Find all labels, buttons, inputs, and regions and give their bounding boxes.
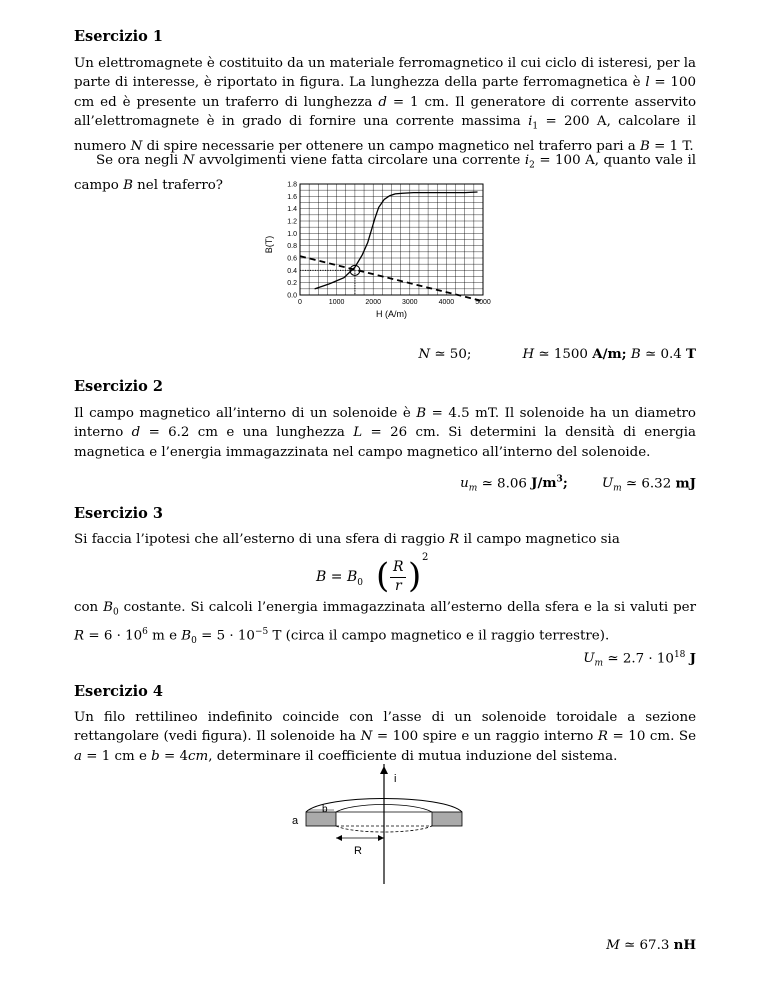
label-i: i <box>394 773 397 785</box>
x-axis-label: H (A/m) <box>376 309 407 319</box>
y-tick-label: 1.0 <box>287 230 297 238</box>
ex3-text-1: Si faccia l’ipotesi che all’esterno di una sfera di raggio R il campo magnetico sia <box>74 532 620 547</box>
y-tick-label: 1.2 <box>287 218 297 226</box>
wire-arrow <box>380 766 388 774</box>
bh-curve <box>315 192 478 289</box>
y-tick-label: 1.8 <box>287 181 297 189</box>
toroid-section-right <box>432 812 462 826</box>
y-tick-label: 0.2 <box>287 280 297 288</box>
x-tick-label: 1000 <box>328 299 345 306</box>
ex1-text-2: Se ora negli N avvolgimenti viene fatta circolare una corrente $i_2 = 100$ A, quanto vale il campo B nel traferro? <box>74 153 697 193</box>
label-b: b <box>322 804 328 815</box>
x-tick-label: 2000 <box>365 299 381 306</box>
toroid-section-left <box>306 812 336 826</box>
ex2-answer: $u_m$ ≃ 8.06 $J/m^3$; $U_m$ ≃ 6.32 mJ <box>460 475 696 495</box>
y-tick-label: 1.6 <box>287 193 297 201</box>
ex3-answer: $U_m$ ≃ $2.7 \cdot 10^{18}$ J <box>583 650 696 670</box>
ex4-answer: M ≃ 67.3 nH <box>606 937 696 953</box>
ex1-title: Esercizio 1 <box>74 28 163 45</box>
ex3-title: Esercizio 3 <box>74 505 163 522</box>
toroid-figure <box>284 764 504 884</box>
ex3-text-2: con $B_0$ costante. Si calcoli l’energia immagazzinata all’esterno della sfera e la si valuti per $R = 6 \cdot 10^6$ m e $B_0 = 5 \cdot 10^{-5}$ T (circa il campo magnetico e il raggio terrestre). <box>74 600 696 647</box>
ex4-title: Esercizio 4 <box>74 683 163 700</box>
y-tick-label: 0.0 <box>287 292 297 300</box>
ex1-answer: N ≃ 50; H ≃ 1500 A/m; B ≃ 0.4 T <box>418 346 696 362</box>
y-axis-label: B(T) <box>264 235 274 254</box>
x-tick-label: 0 <box>298 299 302 306</box>
label-R: R <box>354 845 362 857</box>
x-tick-label: 5000 <box>475 299 491 306</box>
x-tick-label: 4000 <box>438 299 455 306</box>
label-a: a <box>292 815 299 827</box>
ex4-text: Un filo rettilineo indefinito coincide con l’asse di un solenoide toroidale a sezione rettangolare (vedi figura). Il solenoide ha N = 100 spire e un raggio interno R = 10 cm. Se a = 1 cm e b = 4cm, determinare il coefficiente di mutua induzione del sistema. <box>74 710 696 764</box>
y-tick-label: 0.6 <box>287 255 297 263</box>
ex2-title: Esercizio 2 <box>74 378 163 395</box>
bh-curve-chart <box>260 172 580 322</box>
y-tick-label: 0.4 <box>287 267 297 275</box>
ex2-text: Il campo magnetico all’interno di un solenoide è B = 4.5 mT. Il solenoide ha un diametro interno d = 6.2 cm e una lunghezza L = 26 cm. Si determini la densità di energia magnetica e l’energia immagazzinata nel campo magnetico all’interno del solenoide. <box>74 406 696 460</box>
y-tick-label: 1.4 <box>287 206 297 214</box>
y-tick-label: 0.8 <box>287 243 297 251</box>
ex1-text-1: Un elettromagnete è costituito da un materiale ferromagnetico il cui ciclo di isteresi, per la parte di interesse, è riportato in figura. La lunghezza della parte ferromagnetica è l = 100 cm ed è presente un traferro di lunghezza d = 1 cm. Il generatore di corrente asservito all’elettromagnete è in grado di fornire una corrente massima $i_1 = 200$ A, calcolare il numero N di spire necessarie per ottenere un campo magnetico nel traferro pari a B = 1 T. <box>74 56 697 154</box>
x-tick-label: 3000 <box>402 299 418 306</box>
